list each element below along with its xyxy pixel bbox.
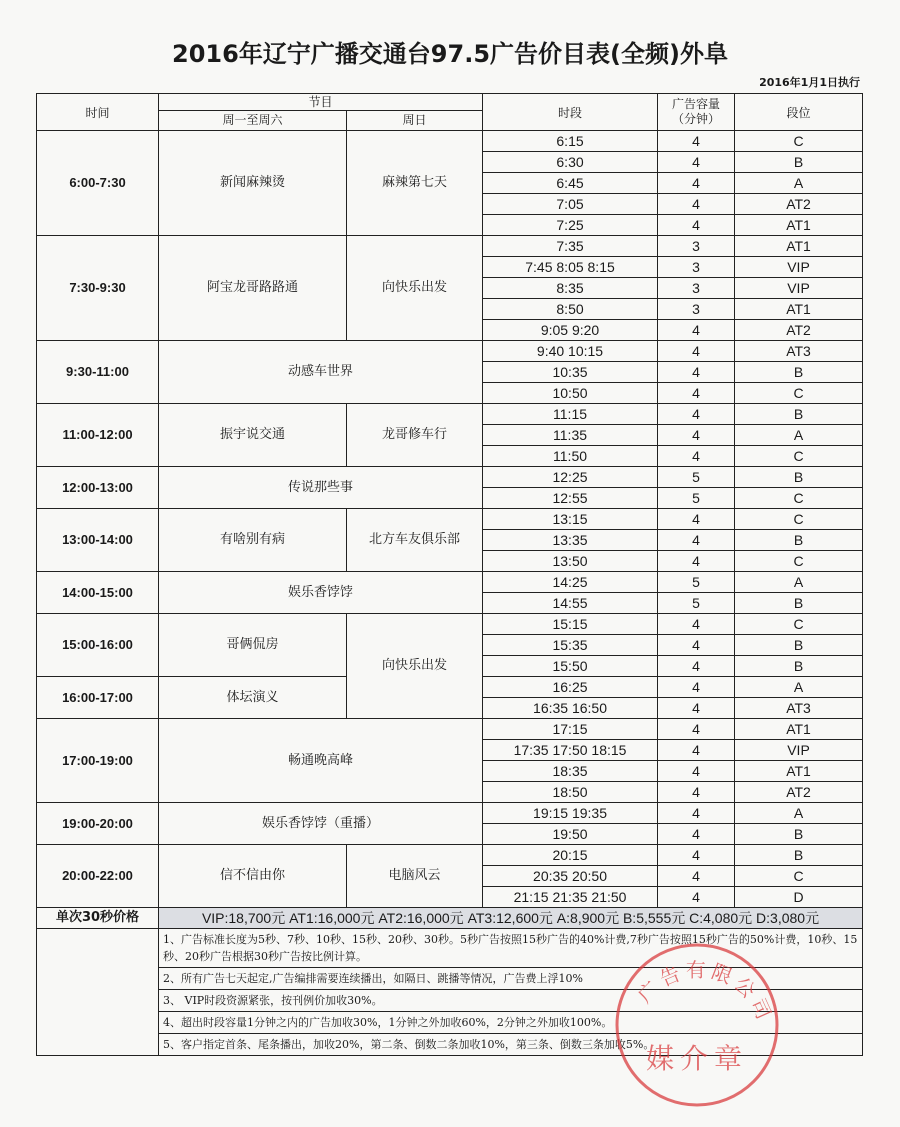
header-capacity-line1: 广告容量 [672, 97, 721, 111]
slot-time: 11:35 [483, 425, 658, 446]
slot-capacity: 4 [658, 887, 735, 908]
slot-capacity: 4 [658, 152, 735, 173]
time-range: 12:00-13:00 [37, 467, 159, 509]
slot-capacity: 4 [658, 446, 735, 467]
slot-capacity: 3 [658, 257, 735, 278]
slot-tier: C [735, 509, 863, 530]
slot-capacity: 4 [658, 782, 735, 803]
slot-time: 20:35 20:50 [483, 866, 658, 887]
header-weekday: 周一至周六 [159, 110, 347, 130]
slot-time: 17:35 17:50 18:15 [483, 740, 658, 761]
slot-capacity: 4 [658, 635, 735, 656]
slot-capacity: 4 [658, 866, 735, 887]
slot-capacity: 4 [658, 845, 735, 866]
slot-tier: VIP [735, 257, 863, 278]
slot-capacity: 5 [658, 593, 735, 614]
slot-capacity: 4 [658, 425, 735, 446]
header-program: 节目 [159, 94, 483, 111]
slot-time: 8:50 [483, 299, 658, 320]
slot-time: 13:15 [483, 509, 658, 530]
program-sunday: 龙哥修车行 [347, 404, 483, 467]
header-slot: 时段 [483, 94, 658, 131]
price-table [36, 93, 863, 1056]
note-text: 3、 VIP时段资源紧张，按刊例价加收30%。 [159, 990, 863, 1012]
slot-capacity: 4 [658, 215, 735, 236]
slot-capacity: 4 [658, 530, 735, 551]
note-row [37, 968, 863, 990]
slot-time: 18:35 [483, 761, 658, 782]
slot-tier: B [735, 530, 863, 551]
time-range: 20:00-22:00 [37, 845, 159, 908]
slot-time: 7:25 [483, 215, 658, 236]
header-sunday: 周日 [347, 110, 483, 130]
slot-time: 16:35 16:50 [483, 698, 658, 719]
slot-capacity: 3 [658, 299, 735, 320]
slot-time: 13:50 [483, 551, 658, 572]
time-range: 6:00-7:30 [37, 131, 159, 236]
slot-capacity: 5 [658, 467, 735, 488]
note-text: 2、所有广告七天起定,广告编排需要连续播出，如隔日、跳播等情况，广告费上浮10% [159, 968, 863, 990]
slot-time: 15:35 [483, 635, 658, 656]
program-all-week: 娱乐香饽饽（重播） [159, 803, 483, 845]
time-range: 17:00-19:00 [37, 719, 159, 803]
note-row [37, 1034, 863, 1056]
slot-row [37, 467, 863, 488]
price-list: VIP:18,700元 AT1:16,000元 AT2:16,000元 AT3:12,600元 A:8,900元 B:5,555元 C:4,080元 D:3,080元 [159, 908, 863, 929]
slot-capacity: 4 [658, 194, 735, 215]
slot-time: 19:50 [483, 824, 658, 845]
slot-time: 12:25 [483, 467, 658, 488]
slot-tier: A [735, 425, 863, 446]
slot-row [37, 236, 863, 257]
slot-tier: C [735, 614, 863, 635]
slot-time: 14:55 [483, 593, 658, 614]
note-text: 1、广告标准长度为5秒、7秒、10秒、15秒、20秒、30秒。5秒广告按照15秒广告的40%计费,7秒广告按照15秒广告的50%计费，10秒、15秒、20秒广告根据30秒广告按比例计算。 [159, 929, 863, 968]
slot-capacity: 4 [658, 551, 735, 572]
slot-capacity: 3 [658, 278, 735, 299]
program-weekday: 振宇说交通 [159, 404, 347, 467]
slot-capacity: 4 [658, 761, 735, 782]
time-range: 15:00-16:00 [37, 614, 159, 677]
slot-time: 18:50 [483, 782, 658, 803]
slot-capacity: 4 [658, 404, 735, 425]
slot-time: 8:35 [483, 278, 658, 299]
slot-time: 10:35 [483, 362, 658, 383]
slot-time: 11:50 [483, 446, 658, 467]
effective-date: 2016年1月1日执行 [759, 76, 860, 89]
slot-capacity: 4 [658, 383, 735, 404]
slot-tier: C [735, 488, 863, 509]
slot-tier: B [735, 824, 863, 845]
price-label: 单次30秒价格 [37, 908, 159, 929]
program-weekday: 阿宝龙哥路路通 [159, 236, 347, 341]
slot-row [37, 341, 863, 362]
slot-tier: AT2 [735, 194, 863, 215]
slot-time: 15:50 [483, 656, 658, 677]
slot-tier: AT3 [735, 698, 863, 719]
slot-time: 6:30 [483, 152, 658, 173]
slot-capacity: 4 [658, 131, 735, 152]
slot-tier: VIP [735, 278, 863, 299]
slot-time: 7:05 [483, 194, 658, 215]
slot-time: 6:45 [483, 173, 658, 194]
program-weekday: 有啥别有病 [159, 509, 347, 572]
program-sunday: 电脑风云 [347, 845, 483, 908]
slot-tier: C [735, 131, 863, 152]
slot-capacity: 4 [658, 824, 735, 845]
program-all-week: 动感车世界 [159, 341, 483, 404]
slot-time: 9:05 9:20 [483, 320, 658, 341]
program-weekday: 哥俩侃房 [159, 614, 347, 677]
stamp-ring-text: 广告有限公司 [632, 957, 778, 1027]
slot-row [37, 509, 863, 530]
header-tier: 段位 [735, 94, 863, 131]
program-sunday: 向快乐出发 [347, 236, 483, 341]
program-all-week: 畅通晚高峰 [159, 719, 483, 803]
time-range: 7:30-9:30 [37, 236, 159, 341]
slot-time: 19:15 19:35 [483, 803, 658, 824]
slot-tier: AT2 [735, 782, 863, 803]
slot-tier: B [735, 656, 863, 677]
time-range: 11:00-12:00 [37, 404, 159, 467]
slot-time: 21:15 21:35 21:50 [483, 887, 658, 908]
slot-capacity: 4 [658, 362, 735, 383]
stamp-center-text: 媒介章 [645, 1042, 749, 1075]
slot-time: 12:55 [483, 488, 658, 509]
slot-tier: AT1 [735, 761, 863, 782]
slot-time: 9:40 10:15 [483, 341, 658, 362]
slot-capacity: 4 [658, 614, 735, 635]
slot-row [37, 845, 863, 866]
slot-capacity: 4 [658, 656, 735, 677]
slot-row [37, 404, 863, 425]
header-capacity [658, 94, 735, 131]
slot-time: 6:15 [483, 131, 658, 152]
slot-capacity: 4 [658, 173, 735, 194]
slot-capacity: 4 [658, 341, 735, 362]
slot-time: 7:35 [483, 236, 658, 257]
time-range: 14:00-15:00 [37, 572, 159, 614]
slot-tier: B [735, 152, 863, 173]
slot-time: 11:15 [483, 404, 658, 425]
slot-tier: AT1 [735, 236, 863, 257]
slot-tier: AT2 [735, 320, 863, 341]
slot-capacity: 5 [658, 488, 735, 509]
slot-tier: C [735, 866, 863, 887]
program-weekday: 体坛演义 [159, 677, 347, 719]
program-all-week: 娱乐香饽饽 [159, 572, 483, 614]
slot-tier: A [735, 803, 863, 824]
time-range: 16:00-17:00 [37, 677, 159, 719]
slot-capacity: 4 [658, 677, 735, 698]
slot-time: 16:25 [483, 677, 658, 698]
slot-time: 13:35 [483, 530, 658, 551]
header-time: 时间 [37, 94, 159, 131]
slot-tier: C [735, 446, 863, 467]
slot-tier: B [735, 593, 863, 614]
slot-tier: AT1 [735, 719, 863, 740]
note-text: 5、客户指定首条、尾条播出，加收20%，第二条、倒数二条加收10%，第三条、倒数三条加收5%。 [159, 1034, 863, 1056]
slot-time: 10:50 [483, 383, 658, 404]
slot-capacity: 3 [658, 236, 735, 257]
program-weekday: 新闻麻辣烫 [159, 131, 347, 236]
slot-time: 15:15 [483, 614, 658, 635]
slot-tier: B [735, 845, 863, 866]
slot-time: 14:25 [483, 572, 658, 593]
slot-tier: C [735, 383, 863, 404]
slot-time: 20:15 [483, 845, 658, 866]
slot-tier: D [735, 887, 863, 908]
slot-tier: A [735, 677, 863, 698]
slot-tier: AT1 [735, 299, 863, 320]
note-text: 4、超出时段容量1分钟之内的广告加收30%，1分钟之外加收60%，2分钟之外加收100%。 [159, 1012, 863, 1034]
slot-tier: VIP [735, 740, 863, 761]
time-range: 13:00-14:00 [37, 509, 159, 572]
slot-capacity: 4 [658, 803, 735, 824]
slot-capacity: 4 [658, 740, 735, 761]
notes-label-cell [37, 929, 159, 1056]
time-range: 9:30-11:00 [37, 341, 159, 404]
slot-capacity: 5 [658, 572, 735, 593]
time-range: 19:00-20:00 [37, 803, 159, 845]
header-capacity-line2: （分钟） [672, 112, 721, 126]
note-row [37, 1012, 863, 1034]
slot-row [37, 572, 863, 593]
slot-tier: B [735, 467, 863, 488]
slot-tier: A [735, 173, 863, 194]
slot-time: 7:45 8:05 8:15 [483, 257, 658, 278]
slot-row [37, 131, 863, 152]
slot-capacity: 4 [658, 320, 735, 341]
slot-tier: C [735, 551, 863, 572]
program-sunday: 向快乐出发 [347, 614, 483, 719]
slot-capacity: 4 [658, 698, 735, 719]
note-row [37, 929, 863, 968]
slot-tier: B [735, 635, 863, 656]
slot-tier: B [735, 362, 863, 383]
program-weekday: 信不信由你 [159, 845, 347, 908]
note-row [37, 990, 863, 1012]
slot-capacity: 4 [658, 509, 735, 530]
program-sunday: 北方车友俱乐部 [347, 509, 483, 572]
slot-capacity: 4 [658, 719, 735, 740]
slot-time: 17:15 [483, 719, 658, 740]
slot-tier: B [735, 404, 863, 425]
program-all-week: 传说那些事 [159, 467, 483, 509]
slot-row [37, 803, 863, 824]
slot-tier: AT3 [735, 341, 863, 362]
price-row [37, 908, 863, 929]
slot-tier: A [735, 572, 863, 593]
slot-row [37, 614, 863, 635]
header-row-1 [37, 94, 863, 111]
document-title: 2016年辽宁广播交通台97.5广告价目表(全频)外阜 [172, 40, 728, 68]
slot-tier: AT1 [735, 215, 863, 236]
slot-row [37, 719, 863, 740]
program-sunday: 麻辣第七天 [347, 131, 483, 236]
